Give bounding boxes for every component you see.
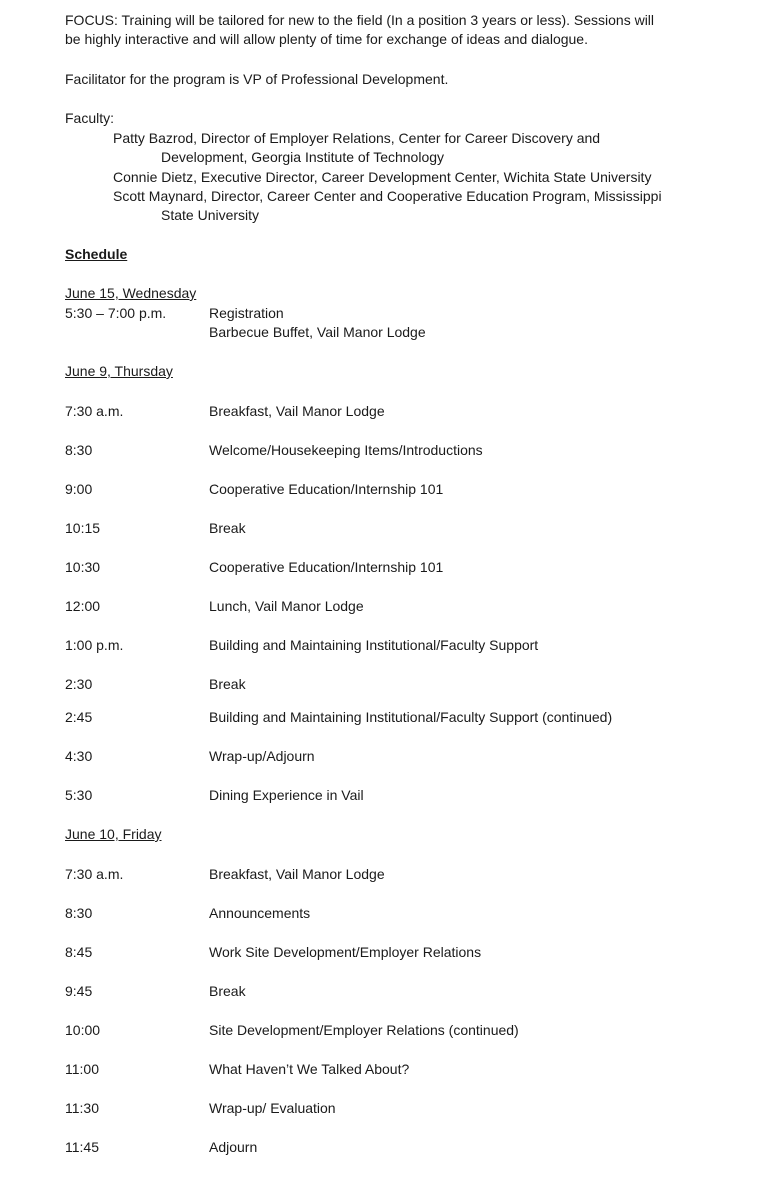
schedule-time: 1:00 p.m. bbox=[65, 637, 124, 653]
schedule-heading: Schedule bbox=[65, 246, 128, 262]
schedule-time: 9:00 bbox=[65, 481, 93, 497]
schedule-activity: Registration bbox=[209, 305, 284, 321]
day-2-title: June 9, Thursday bbox=[65, 363, 173, 379]
focus-line-2: be highly interactive and will allow plenty of time for exchange of ideas and dialogue. bbox=[65, 31, 588, 47]
schedule-time: 5:30 bbox=[65, 787, 93, 803]
schedule-time: 8:30 bbox=[65, 905, 93, 921]
schedule-activity: Break bbox=[209, 520, 246, 536]
schedule-time: 2:45 bbox=[65, 709, 93, 725]
faculty-member-2-line-1: Connie Dietz, Executive Director, Career Development Center, Wichita State University bbox=[113, 169, 652, 185]
faculty-member-3-line-2: State University bbox=[161, 207, 260, 223]
schedule-activity: Site Development/Employer Relations (continued) bbox=[209, 1022, 519, 1038]
schedule-activity: Cooperative Education/Internship 101 bbox=[209, 481, 444, 497]
faculty-heading: Faculty: bbox=[65, 110, 115, 126]
schedule-activity: Wrap-up/ Evaluation bbox=[209, 1100, 336, 1116]
schedule-activity: Break bbox=[209, 983, 246, 999]
faculty-member-3-line-1: Scott Maynard, Director, Career Center and Cooperative Education Program, Mississippi bbox=[113, 188, 662, 204]
schedule-time: 2:30 bbox=[65, 676, 93, 692]
schedule-time: 5:30 – 7:00 p.m. bbox=[65, 305, 167, 321]
schedule-activity: Adjourn bbox=[209, 1139, 258, 1155]
schedule-time: 11:45 bbox=[65, 1139, 99, 1155]
schedule-activity: Welcome/Housekeeping Items/Introductions bbox=[209, 442, 483, 458]
faculty-member-1-line-1: Patty Bazrod, Director of Employer Relations, Center for Career Discovery and bbox=[113, 130, 601, 146]
schedule-activity: Cooperative Education/Internship 101 bbox=[209, 559, 444, 575]
schedule-activity: Breakfast, Vail Manor Lodge bbox=[209, 866, 385, 882]
schedule-time: 4:30 bbox=[65, 748, 93, 764]
schedule-activity: Announcements bbox=[209, 905, 311, 921]
schedule-time: 8:45 bbox=[65, 944, 93, 960]
schedule-activity: What Haven’t We Talked About? bbox=[209, 1061, 410, 1077]
schedule-time: 9:45 bbox=[65, 983, 93, 999]
schedule-activity: Building and Maintaining Institutional/Faculty Support (continued) bbox=[209, 709, 613, 725]
schedule-activity: Breakfast, Vail Manor Lodge bbox=[209, 403, 385, 419]
schedule-time: 10:00 bbox=[65, 1022, 101, 1038]
schedule-activity: Dining Experience in Vail bbox=[209, 787, 364, 803]
focus-line-1: FOCUS: Training will be tailored for new to the field (In a position 3 years or less). Sessions will bbox=[65, 12, 655, 28]
schedule-time: 11:30 bbox=[65, 1100, 99, 1116]
schedule-activity: Break bbox=[209, 676, 246, 692]
schedule-activity: Lunch, Vail Manor Lodge bbox=[209, 598, 364, 614]
schedule-time: 12:00 bbox=[65, 598, 101, 614]
day-1-title: June 15, Wednesday bbox=[65, 285, 197, 301]
faculty-member-1-line-2: Development, Georgia Institute of Technology bbox=[161, 149, 445, 165]
schedule-activity: Work Site Development/Employer Relations bbox=[209, 944, 482, 960]
schedule-time: 11:00 bbox=[65, 1061, 99, 1077]
schedule-time: 8:30 bbox=[65, 442, 93, 458]
schedule-time: 7:30 a.m. bbox=[65, 403, 124, 419]
schedule-activity: Barbecue Buffet, Vail Manor Lodge bbox=[209, 324, 426, 340]
facilitator-text: Facilitator for the program is VP of Professional Development. bbox=[65, 71, 449, 87]
schedule-time: 7:30 a.m. bbox=[65, 866, 124, 882]
schedule-time: 10:30 bbox=[65, 559, 101, 575]
schedule-time: 10:15 bbox=[65, 520, 101, 536]
day-3-title: June 10, Friday bbox=[65, 826, 162, 842]
schedule-activity: Wrap-up/Adjourn bbox=[209, 748, 315, 764]
schedule-activity: Building and Maintaining Institutional/Faculty Support bbox=[209, 637, 539, 653]
